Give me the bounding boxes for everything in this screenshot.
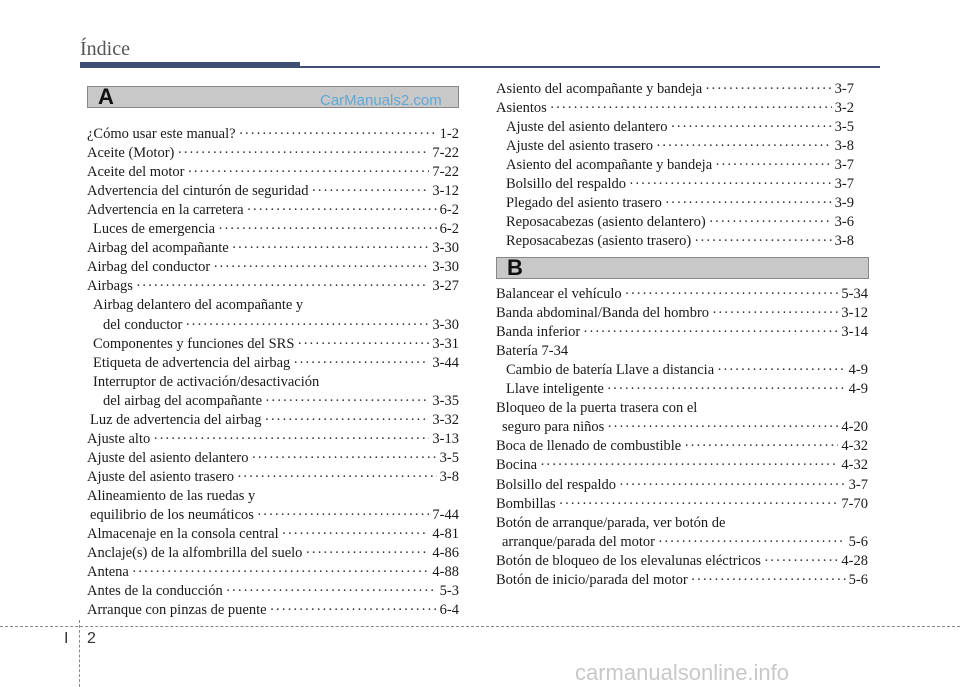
leader-dots xyxy=(559,495,839,514)
entry-page-ref: 3-8 xyxy=(439,468,459,485)
entry-text: Antes de la conducción xyxy=(87,583,223,600)
index-entry xyxy=(87,582,459,601)
leader-dots xyxy=(619,476,846,495)
entry-page-ref: 3-2 xyxy=(834,100,854,117)
index-entry xyxy=(506,232,854,251)
index-entry xyxy=(496,514,726,533)
entry-text: Ajuste alto xyxy=(87,430,151,447)
leader-dots xyxy=(136,277,429,296)
leader-dots xyxy=(715,156,832,175)
entry-page-ref: 5-6 xyxy=(848,571,868,588)
entry-text: ¿Cómo usar este manual? xyxy=(87,126,236,142)
leader-dots xyxy=(629,175,832,194)
entry-page-ref: 6-2 xyxy=(439,221,459,238)
leader-dots xyxy=(232,239,430,258)
entry-page-ref: 6-2 xyxy=(439,202,459,219)
section-header-b xyxy=(496,257,869,279)
entry-text: Advertencia en la carretera xyxy=(87,202,244,219)
entry-text: Banda abdominal/Banda del hombro xyxy=(496,305,710,322)
entry-page-ref: 4-32 xyxy=(841,457,868,474)
entry-text: Bloqueo de la puerta trasera con el xyxy=(496,400,698,417)
footer-page-number: 2 xyxy=(87,630,96,647)
index-entry xyxy=(496,80,854,99)
index-entry xyxy=(87,163,459,182)
entry-page-ref: 3-13 xyxy=(432,430,459,447)
index-entry xyxy=(496,342,568,361)
entry-page-ref: 3-7 xyxy=(834,157,854,174)
index-entry xyxy=(496,99,854,118)
footer-section: I xyxy=(64,630,69,647)
index-entry xyxy=(506,156,854,175)
entry-text: Ajuste del asiento trasero xyxy=(87,468,234,485)
leader-dots xyxy=(251,449,436,468)
index-entry xyxy=(93,373,319,392)
entry-page-ref: 3-31 xyxy=(432,335,459,352)
index-entry xyxy=(496,476,868,495)
entry-text: Componentes y funciones del SRS xyxy=(93,335,295,352)
watermark-top: CarManuals2.com xyxy=(320,92,442,109)
entry-text: Bombillas xyxy=(496,495,556,512)
leader-dots xyxy=(226,582,437,601)
entry-page-ref: 3-14 xyxy=(841,324,868,341)
entry-page-ref: 3-12 xyxy=(432,183,459,200)
entry-page-ref: 4-88 xyxy=(432,564,459,581)
index-entry xyxy=(496,285,868,304)
entry-text: Botón de arranque/parada, ver botón de xyxy=(496,514,726,531)
index-entry xyxy=(90,506,459,525)
entry-text: Luces de emergencia xyxy=(93,221,216,238)
entry-text: Ajuste del asiento trasero xyxy=(506,138,653,155)
leader-dots xyxy=(665,194,832,213)
leader-dots xyxy=(282,525,430,544)
entry-text: Botón de bloqueo de los elevalunas eléctricos xyxy=(496,552,761,569)
index-entry xyxy=(496,552,868,571)
entry-text: Boca de llenado de combustible xyxy=(496,438,682,455)
entry-page-ref: 3-35 xyxy=(432,392,459,409)
entry-page-ref: 3-30 xyxy=(432,259,459,276)
index-entry xyxy=(506,361,868,380)
index-entry xyxy=(87,239,459,258)
entry-page-ref: 3-7 xyxy=(834,176,854,193)
entry-text: Anclaje(s) de la alfombrilla del suelo xyxy=(87,545,303,562)
leader-dots xyxy=(705,80,832,99)
leader-dots xyxy=(709,213,832,232)
index-entry xyxy=(87,601,459,620)
leader-dots xyxy=(607,380,846,399)
entry-text: Ajuste del asiento delantero xyxy=(87,449,249,466)
entry-text: Asiento del acompañante y bandeja xyxy=(496,81,703,97)
header-rule xyxy=(80,66,880,68)
index-entry xyxy=(87,544,459,563)
entry-page-ref: 3-7 xyxy=(848,476,868,493)
leader-dots xyxy=(270,601,437,620)
entry-text: Arranque con pinzas de puente xyxy=(87,602,267,619)
leader-dots xyxy=(607,418,838,437)
entry-text: Asientos xyxy=(496,100,547,117)
entry-page-ref: 7-22 xyxy=(432,164,459,181)
entry-page-ref: 4-20 xyxy=(841,419,868,436)
entry-text: Airbag del conductor xyxy=(87,259,211,276)
entry-text: Alineamiento de las ruedas y xyxy=(87,487,256,504)
entry-text: Interruptor de activación/desactivación xyxy=(93,373,320,390)
index-entry xyxy=(502,533,868,552)
entry-page-ref: 4-32 xyxy=(841,438,868,455)
page-title: Índice xyxy=(80,38,130,60)
index-entry xyxy=(103,392,459,411)
entry-text: Bocina xyxy=(496,457,538,474)
leader-dots xyxy=(213,258,429,277)
entry-text: Cambio de batería Llave a distancia xyxy=(506,362,715,379)
entry-page-ref: 5-34 xyxy=(841,286,868,302)
entry-text: Luz de advertencia del airbag xyxy=(90,411,262,428)
leader-dots xyxy=(265,411,430,430)
entry-page-ref: 3-30 xyxy=(432,240,459,257)
leader-dots xyxy=(297,335,429,354)
entry-page-ref: 3-44 xyxy=(432,354,459,371)
index-entry xyxy=(506,118,854,137)
index-entry xyxy=(506,137,854,156)
index-entry xyxy=(87,525,459,544)
index-entry xyxy=(502,418,868,437)
leader-dots xyxy=(694,232,831,251)
index-entry xyxy=(496,571,868,590)
entry-text: Ajuste del asiento delantero xyxy=(506,119,668,136)
entry-text: equilibrio de los neumáticos xyxy=(90,507,254,523)
entry-text: arranque/parada del motor xyxy=(502,533,655,550)
leader-dots xyxy=(583,323,838,342)
entry-page-ref: 3-27 xyxy=(432,278,459,295)
entry-page-ref: 4-81 xyxy=(432,526,459,543)
footer-rule xyxy=(0,626,960,627)
entry-page-ref: 4-9 xyxy=(848,362,868,379)
index-entry xyxy=(87,125,459,144)
leader-dots xyxy=(684,437,838,456)
entry-text: Etiqueta de advertencia del airbag xyxy=(93,354,291,371)
entry-page-ref: 3-32 xyxy=(432,411,459,428)
entry-text: Reposacabezas (asiento delantero) xyxy=(506,214,706,231)
entry-text: Banda inferior xyxy=(496,324,581,341)
entry-text: Reposacabezas (asiento trasero) xyxy=(506,233,692,250)
entry-text: Aceite del motor xyxy=(87,164,185,181)
entry-page-ref: 6-4 xyxy=(439,602,459,619)
leader-dots xyxy=(658,533,846,552)
entry-page-ref: 1-2 xyxy=(439,126,459,142)
section-letter-a: A xyxy=(98,84,114,109)
entry-page-ref: 3-8 xyxy=(834,138,854,155)
entry-text: Advertencia del cinturón de seguridad xyxy=(87,183,309,200)
entry-page-ref: 3-5 xyxy=(834,119,854,136)
footer-divider xyxy=(79,620,80,687)
entry-text: seguro para niños xyxy=(502,419,605,436)
index-entry xyxy=(87,277,459,296)
entry-page-ref: 3-7 xyxy=(834,81,854,97)
entry-text: Asiento del acompañante y bandeja xyxy=(506,157,713,174)
entry-text: Bolsillo del respaldo xyxy=(496,476,617,493)
leader-dots xyxy=(625,285,839,304)
index-entry xyxy=(87,258,459,277)
entry-text: Batería 7-34 xyxy=(496,343,569,360)
entry-page-ref: 4-9 xyxy=(848,381,868,398)
leader-dots xyxy=(153,430,429,449)
index-entry xyxy=(496,495,868,514)
index-entry xyxy=(87,468,459,487)
entry-page-ref: 3-30 xyxy=(432,316,459,333)
entry-text: Plegado del asiento trasero xyxy=(506,195,662,212)
leader-dots xyxy=(187,163,429,182)
index-entry xyxy=(87,144,459,163)
entry-text: Antena xyxy=(87,564,129,581)
entry-page-ref: 3-9 xyxy=(834,195,854,212)
leader-dots xyxy=(691,571,846,590)
entry-page-ref: 5-6 xyxy=(848,533,868,550)
leader-dots xyxy=(239,125,437,144)
entry-text: del conductor xyxy=(103,316,183,333)
entry-text: Aceite (Motor) xyxy=(87,145,175,162)
index-entry xyxy=(93,296,303,315)
index-entry xyxy=(87,182,459,201)
index-entry xyxy=(103,316,459,335)
index-entry xyxy=(496,304,868,323)
index-entry xyxy=(87,201,459,220)
entry-page-ref: 3-5 xyxy=(439,449,459,466)
index-entry xyxy=(87,430,459,449)
entry-text: Llave inteligente xyxy=(506,381,604,398)
entry-page-ref: 4-86 xyxy=(432,545,459,562)
leader-dots xyxy=(177,144,429,163)
entry-text: Airbag delantero del acompañante y xyxy=(93,297,304,314)
leader-dots xyxy=(132,563,430,582)
leader-dots xyxy=(656,137,832,156)
leader-dots xyxy=(257,506,430,525)
entry-text: Botón de inicio/parada del motor xyxy=(496,571,688,588)
leader-dots xyxy=(265,392,429,411)
leader-dots xyxy=(305,544,429,563)
index-entry xyxy=(93,354,459,373)
leader-dots xyxy=(670,118,831,137)
entry-text: Bolsillo del respaldo xyxy=(506,176,627,193)
entry-page-ref: 7-70 xyxy=(841,495,868,512)
leader-dots xyxy=(247,201,437,220)
entry-page-ref: 3-12 xyxy=(841,305,868,322)
entry-page-ref: 7-44 xyxy=(432,507,459,523)
section-letter-b: B xyxy=(507,255,523,280)
index-entry xyxy=(506,213,854,232)
entry-text: Balancear el vehículo xyxy=(496,286,622,302)
entry-text: del airbag del acompañante xyxy=(103,392,263,409)
index-entry xyxy=(496,437,868,456)
entry-page-ref: 4-28 xyxy=(841,552,868,569)
entry-page-ref: 7-22 xyxy=(432,145,459,162)
leader-dots xyxy=(311,182,429,201)
index-entry xyxy=(93,335,459,354)
leader-dots xyxy=(540,456,838,475)
leader-dots xyxy=(218,220,437,239)
index-entry xyxy=(90,411,459,430)
entry-text: Airbag del acompañante xyxy=(87,240,229,257)
index-entry xyxy=(506,175,854,194)
leader-dots xyxy=(293,354,429,373)
leader-dots xyxy=(550,99,832,118)
index-entry xyxy=(506,380,868,399)
leader-dots xyxy=(237,468,437,487)
leader-dots xyxy=(717,361,846,380)
index-entry xyxy=(496,456,868,475)
leader-dots xyxy=(764,552,838,571)
watermark-bottom: carmanualsonline.info xyxy=(575,660,790,685)
index-entry xyxy=(87,449,459,468)
index-entry xyxy=(87,563,459,582)
entry-text: Airbags xyxy=(87,278,133,295)
index-entry xyxy=(93,220,459,239)
index-entry xyxy=(496,323,868,342)
index-entry xyxy=(506,194,854,213)
entry-page-ref: 3-6 xyxy=(834,214,854,231)
index-entry xyxy=(87,487,255,506)
entry-text: Almacenaje en la consola central xyxy=(87,526,279,543)
leader-dots xyxy=(712,304,838,323)
entry-page-ref: 5-3 xyxy=(439,583,459,600)
index-entry xyxy=(496,399,697,418)
entry-page-ref: 3-8 xyxy=(834,233,854,250)
leader-dots xyxy=(185,316,429,335)
